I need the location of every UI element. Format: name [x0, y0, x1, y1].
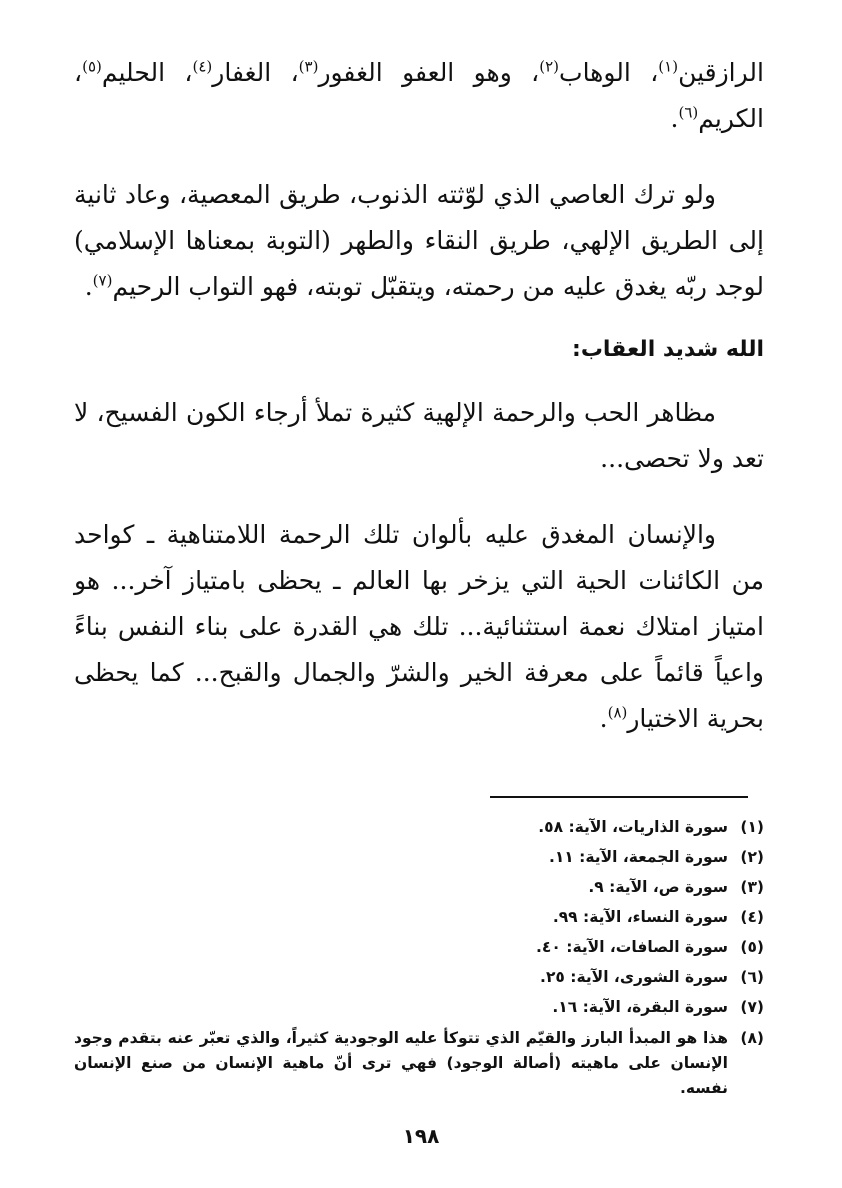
- footnote-item: [74, 902, 764, 932]
- page-body: [74, 50, 764, 742]
- footnote-ref-2[interactable]: (٢): [539, 57, 560, 76]
- text-segment: الرازقين: [678, 58, 764, 87]
- footnote-divider: [490, 796, 748, 798]
- footnote-ref-8[interactable]: (٨): [607, 703, 628, 722]
- paragraph-human-choice: [74, 512, 764, 742]
- footnote-number: (٤): [740, 908, 764, 926]
- footnote-ref-1[interactable]: (١): [658, 57, 679, 76]
- footnote-item: [74, 812, 764, 842]
- footnote-item: [74, 932, 764, 962]
- footnote-ref-4[interactable]: (٤): [192, 57, 213, 76]
- spacer: [74, 142, 764, 172]
- paragraph-mercy: مظاهر الحب والرحمة الإلهية كثيرة تملأ أرجاء الكون الفسيح، لا تعد ولا تحصى...: [74, 398, 764, 473]
- spacer: [74, 370, 764, 390]
- text-segment: ، الكريم: [74, 58, 764, 133]
- footnote-item: [74, 962, 764, 992]
- section-heading: الله شديد العقاب:: [572, 337, 764, 362]
- text-segment: .: [670, 104, 679, 133]
- paragraph-repentance: [74, 172, 764, 310]
- footnote-text: سورة الذاريات، الآية: ٥٨.: [538, 818, 728, 836]
- footnote-ref-5[interactable]: (٥): [82, 57, 102, 76]
- text-segment: ولو ترك العاصي الذي لوّثته الذنوب، طريق المعصية، وعاد ثانية إلى الطريق الإلهي، طريق النقاء والطهر (التوبة بمعناها الإسلامي) لوجد ربّه يغدق عليه من رحمته، ويتقبّل توبته، فهو التواب الرحيم: [74, 180, 764, 301]
- text-segment: ، وهو العفو الغفور: [318, 58, 540, 87]
- spacer: [74, 482, 764, 512]
- footnote-item: [74, 992, 764, 1022]
- footnote-text: سورة ص، الآية: ٩.: [588, 878, 728, 896]
- footnote-number: (٧): [740, 998, 764, 1016]
- footnote-item: [74, 842, 764, 872]
- footnote-number: (٣): [740, 878, 764, 896]
- paragraph-divine-names: [74, 50, 764, 142]
- footnote-text: سورة الشورى، الآية: ٢٥.: [540, 968, 728, 986]
- text-segment: ، الوهاب: [559, 58, 659, 87]
- footnote-number: (٢): [740, 848, 764, 866]
- text-segment: ، الغفار: [212, 58, 299, 87]
- footnote-number: (١): [740, 818, 764, 836]
- text-segment: .: [599, 704, 608, 733]
- page-number: ١٩٨: [402, 1124, 440, 1148]
- footnote-number: (٥): [740, 938, 764, 956]
- footnote-text: هذا هو المبدأ البارز والقيّم الذي تتوكأ عليه الوجودية كثيراً، والذي تعبّر عنه بتقدم وجود الإنسان على ماهيته (أصالة الوجود) فهي ترى أنّ ماهية الإنسان من صنع الإنسان نفسه.: [74, 1029, 728, 1097]
- text-segment: .: [84, 272, 93, 301]
- footnote-text: سورة البقرة، الآية: ١٦.: [552, 998, 728, 1016]
- text-segment: والإنسان المغدق عليه بألوان تلك الرحمة اللامتناهية ـ كواحد من الكائنات الحية التي يزخر بها العالم ـ يحظى بامتياز آخر... هو امتياز امتلاك نعمة استثنائية... تلك هي القدرة على بناء النفس بناءً واعياً قائماً على معرفة الخير والشرّ والجمال والقبح... كما يحظى بحرية الاختيار: [74, 520, 764, 733]
- footnote-text: سورة الجمعة، الآية: ١١.: [548, 848, 728, 866]
- footnote-text: سورة الصافات، الآية: ٤٠.: [536, 938, 728, 956]
- footnote-number: (٦): [740, 968, 764, 986]
- footnote-number: (٨): [740, 1029, 764, 1047]
- footnote-item: [74, 872, 764, 902]
- footnote-ref-6[interactable]: (٦): [678, 103, 699, 122]
- footnote-ref-3[interactable]: (٣): [298, 57, 319, 76]
- text-segment: ، الحليم: [101, 58, 193, 87]
- footnote-text: سورة النساء، الآية: ٩٩.: [552, 908, 728, 926]
- footnote-item: [74, 1026, 764, 1101]
- footnotes: [74, 812, 764, 1101]
- footnote-ref-7[interactable]: (٧): [92, 271, 113, 290]
- spacer: [74, 310, 764, 330]
